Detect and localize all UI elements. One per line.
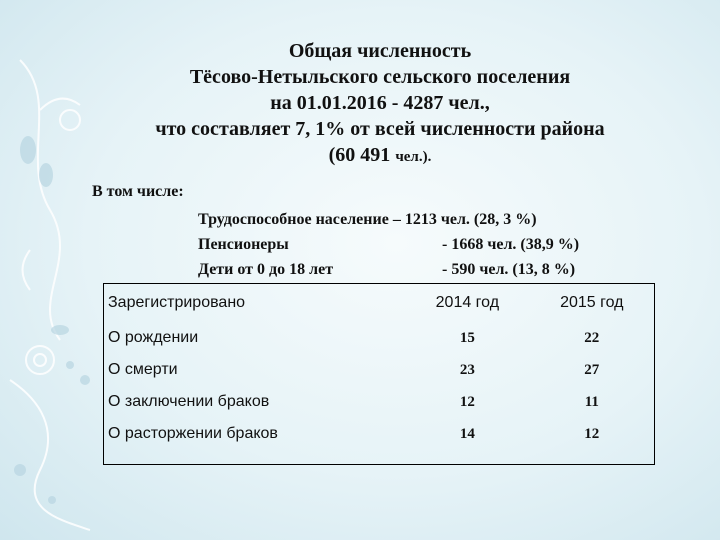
title-line-4: что составляет 7, 1% от всей численности района — [155, 118, 605, 140]
value-2015: 27 — [584, 361, 600, 378]
population-breakdown — [198, 207, 638, 282]
table-spacer — [104, 450, 655, 465]
total-district-population: (60 491 — [328, 144, 396, 166]
value-2014: 12 — [459, 393, 475, 410]
pensioners-row — [198, 232, 638, 257]
table-row — [104, 386, 655, 418]
value-2014: 23 — [459, 361, 475, 378]
value-2015: 22 — [584, 329, 600, 346]
title-line-1: Общая численность — [288, 40, 472, 62]
working-age-label: Трудоспособное население – 1213 чел. (28, 3 %) — [198, 211, 537, 228]
pensioners-label: Пенсионеры — [198, 236, 289, 253]
title-line-5 — [90, 142, 670, 170]
table-row — [104, 354, 655, 386]
header-2014: 2014 год — [435, 294, 500, 311]
value-2014: 14 — [459, 425, 475, 442]
table-row — [104, 418, 655, 450]
header-2015: 2015 год — [560, 294, 624, 311]
value-2015: 11 — [584, 393, 599, 410]
children-row — [198, 257, 638, 282]
pensioners-value: - 1668 чел. (38,9 %) — [442, 236, 580, 253]
registration-table — [103, 283, 655, 465]
value-2014: 15 — [459, 329, 475, 346]
title-line-2: Тёсово-Нетыльского сельского поселения — [189, 66, 571, 88]
slide-title — [90, 38, 670, 170]
row-label: О расторжении браков — [108, 425, 278, 442]
children-label: Дети от 0 до 18 лет — [198, 261, 334, 278]
row-label: О рождении — [108, 329, 199, 346]
table-header-row — [104, 284, 655, 323]
value-2015: 12 — [584, 425, 600, 442]
total-district-unit: чел.). — [395, 149, 432, 165]
including-label: В том числе: — [92, 183, 184, 200]
header-registered: Зарегистрировано — [108, 294, 246, 311]
children-value: - 590 чел. (13, 8 %) — [442, 261, 576, 278]
table-row — [104, 322, 655, 354]
row-label: О заключении браков — [108, 393, 270, 410]
working-age-row — [198, 207, 638, 232]
title-line-3: на 01.01.2016 - 4287 чел., — [270, 92, 490, 114]
row-label: О смерти — [108, 361, 178, 378]
